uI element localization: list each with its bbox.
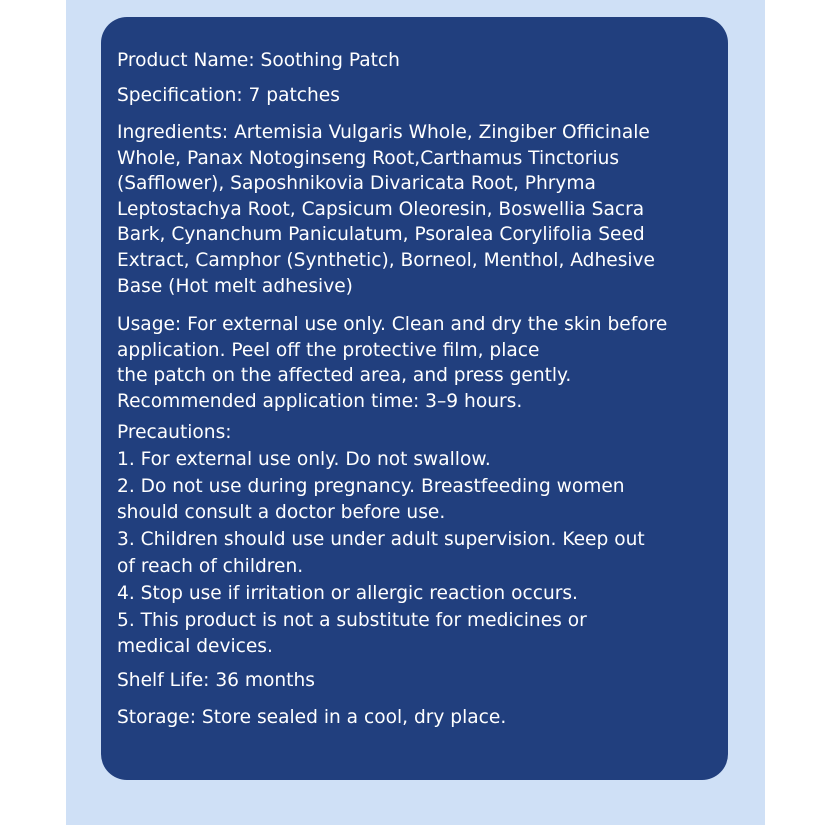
ingredients-section: [117, 120, 714, 299]
precautions-line: 4. Stop use if irritation or allergic reaction occurs.: [117, 582, 578, 604]
usage-line: the patch on the affected area, and press gently.: [117, 365, 572, 387]
precautions-line: of reach of children.: [117, 555, 304, 577]
precautions-line: 1. For external use only. Do not swallow.: [117, 448, 491, 470]
precautions-line: 3. Children should use under adult supervision. Keep out: [117, 529, 645, 551]
ingredients-line: (Safflower), Saposhnikovia Divaricata Root, Phryma: [117, 173, 596, 195]
product-name: Product Name: Soothing Patch: [117, 50, 400, 71]
precautions-line: 5. This product is not a substitute for medicines or: [117, 609, 587, 631]
precautions-line: medical devices.: [117, 636, 273, 658]
specification: Specification: 7 patches: [117, 85, 340, 106]
usage-section: [117, 312, 714, 414]
ingredients-line: Whole, Panax Notoginseng Root,Carthamus Tinctorius: [117, 147, 620, 169]
ingredients-line: Ingredients: Artemisia Vulgaris Whole, Zingiber Officinale: [117, 122, 650, 143]
ingredients-line: Leptostachya Root, Capsicum Oleoresin, Boswellia Sacra: [117, 198, 645, 220]
shelf-life: Shelf Life: 36 months: [117, 670, 315, 691]
precautions-line: 2. Do not use during pregnancy. Breastfeeding women: [117, 475, 625, 497]
usage-line: application. Peel off the protective film, place: [117, 339, 540, 361]
ingredients-line: Extract, Camphor (Synthetic), Borneol, Menthol, Adhesive: [117, 249, 655, 271]
precautions-line: should consult a doctor before use.: [117, 502, 446, 524]
ingredients-line: Bark, Cynanchum Paniculatum, Psoralea Corylifolia Seed: [117, 224, 645, 246]
precautions-heading: Precautions:: [117, 422, 232, 443]
storage: Storage: Store sealed in a cool, dry place.: [117, 707, 507, 728]
product-info-card: [101, 17, 728, 780]
usage-line: Usage: For external use only. Clean and dry the skin before: [117, 314, 668, 335]
usage-line: Recommended application time: 3–9 hours.: [117, 390, 523, 412]
ingredients-line: Base (Hot melt adhesive): [117, 275, 353, 297]
precautions-section: [117, 420, 714, 661]
